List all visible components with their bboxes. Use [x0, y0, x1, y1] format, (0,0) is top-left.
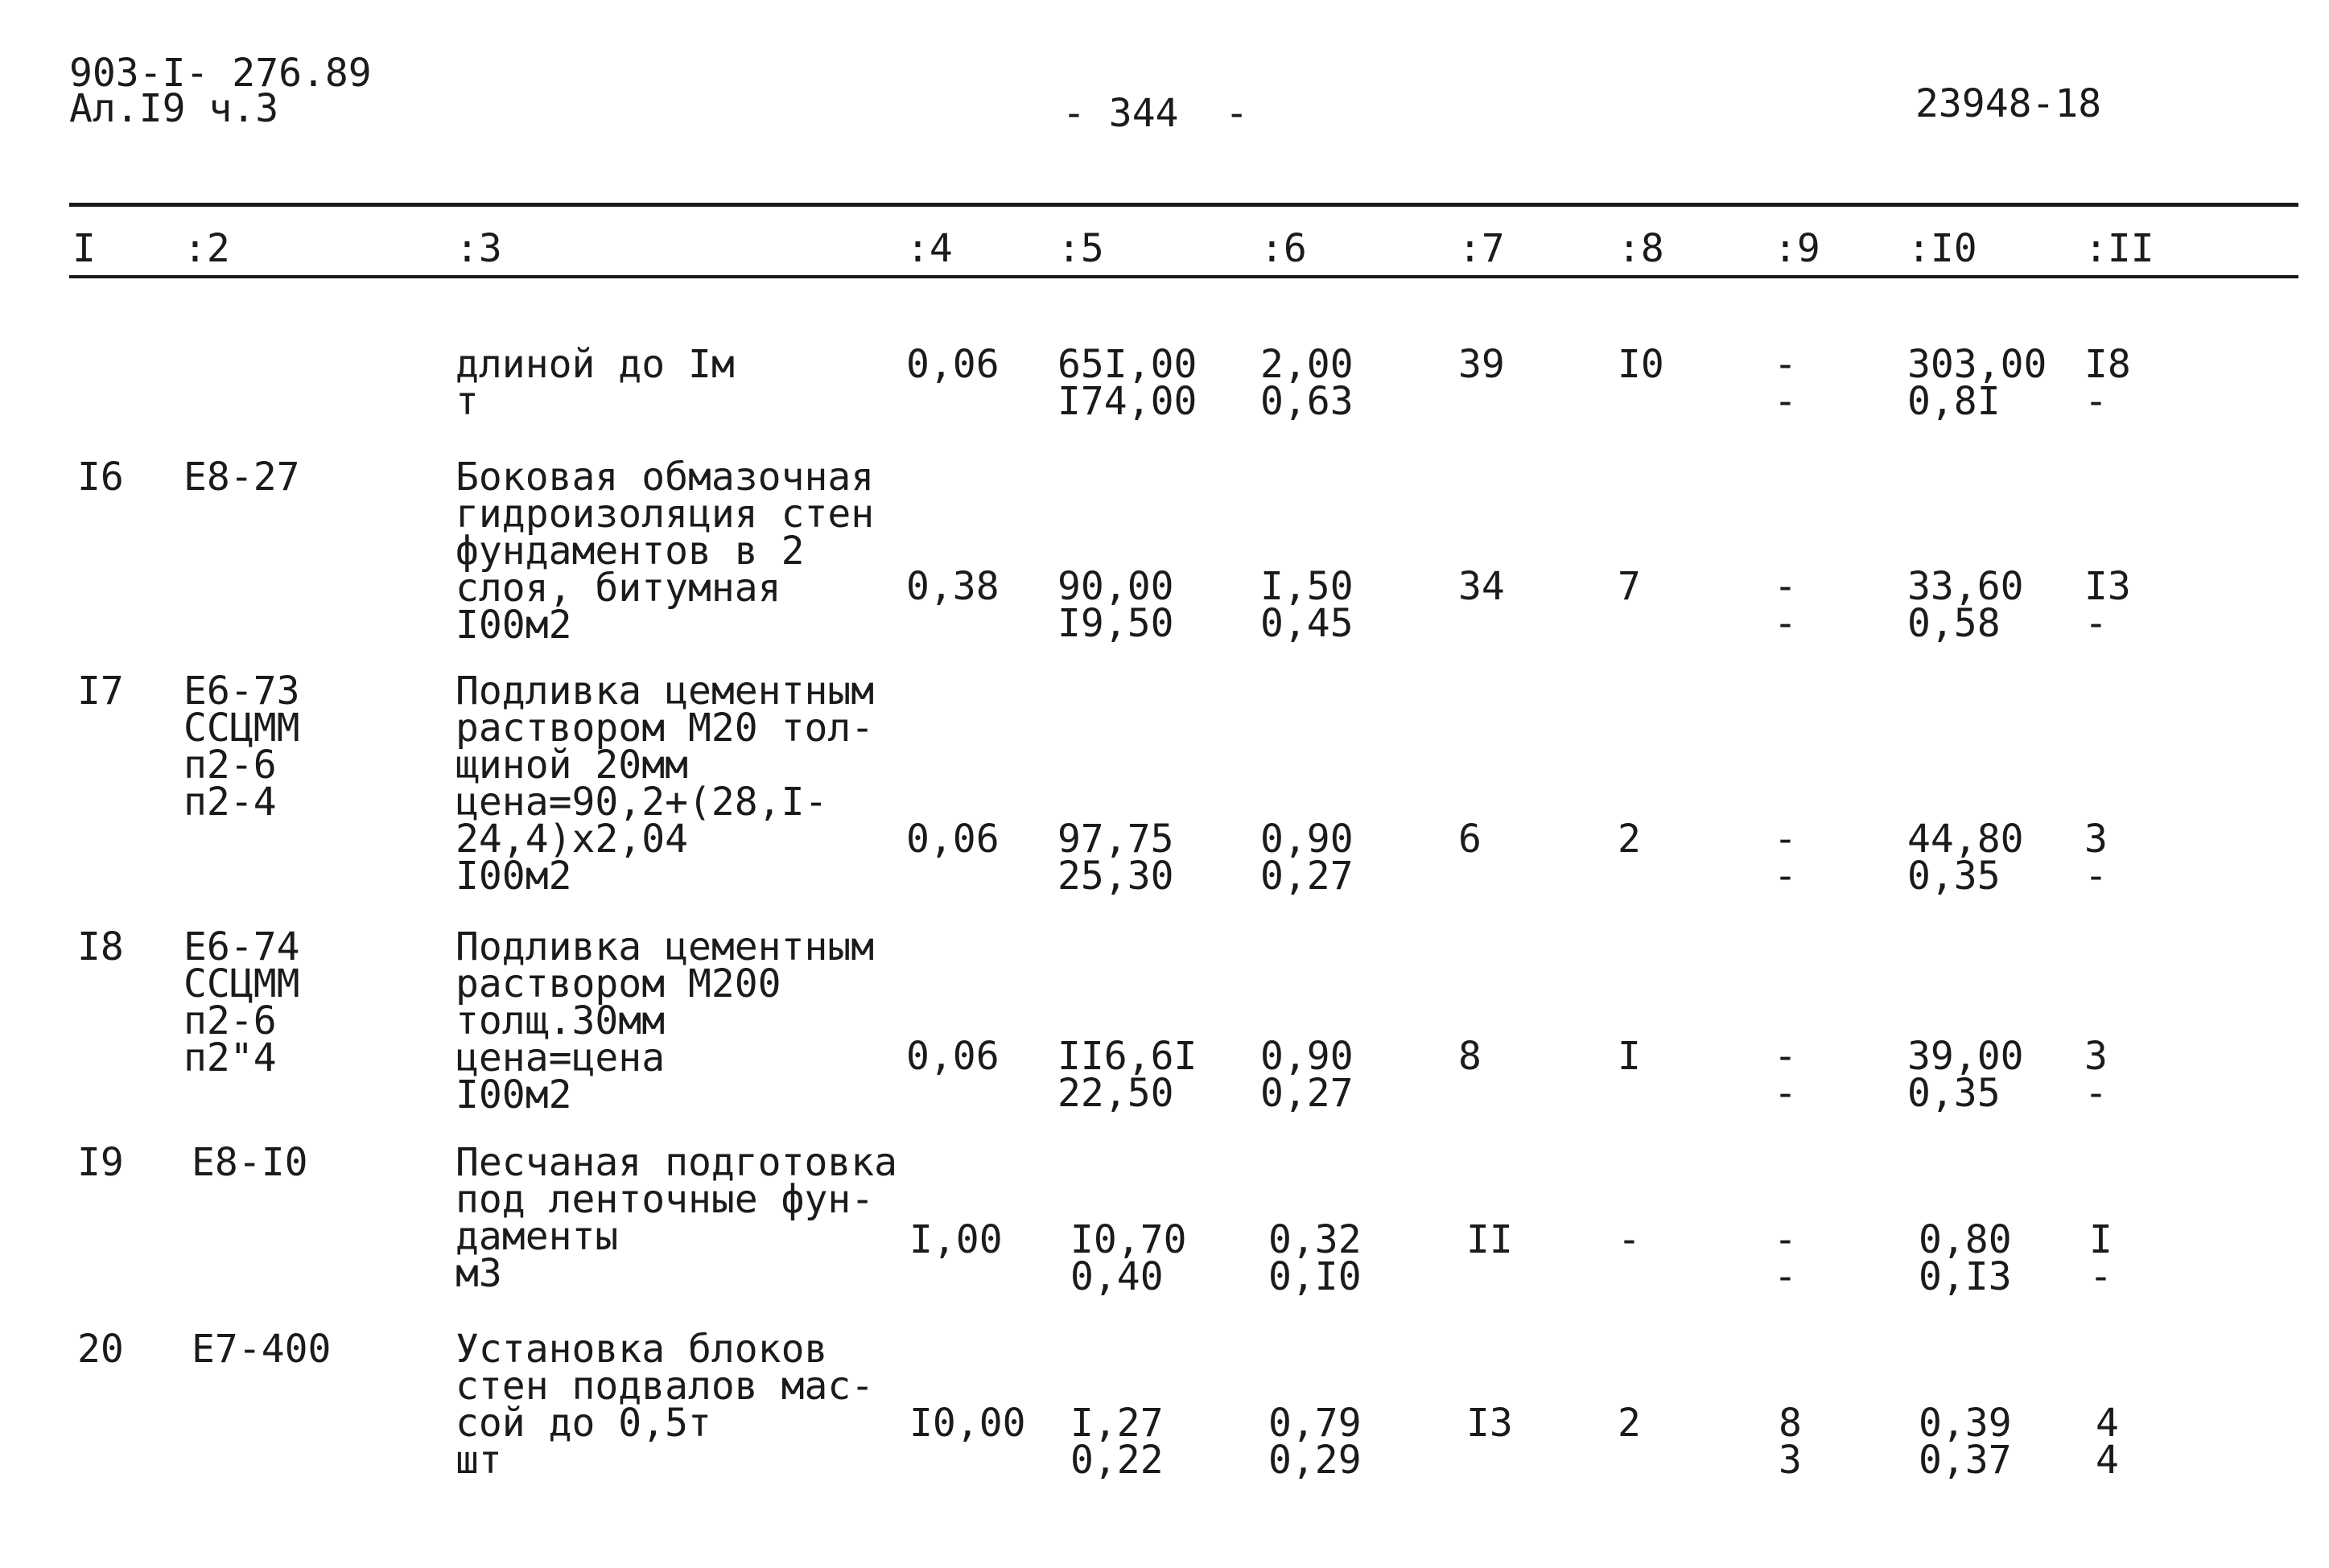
cell-c10: 0,80 0,I3: [1919, 1217, 2012, 1299]
cell-c8: 2: [1618, 1401, 1641, 1446]
cell-c5: 65I,00 I74,00: [1057, 342, 1197, 424]
cell-c11: I8 -: [2084, 342, 2131, 424]
cell-c8: -: [1618, 1217, 1641, 1262]
cell-c6: 0,79 0,29: [1268, 1401, 1362, 1483]
work-name: Песчаная подготовка под ленточные фун- даменты м3: [455, 1140, 898, 1296]
col-header-10: :I0: [1907, 226, 1977, 271]
cell-c9: - -: [1774, 342, 1797, 424]
cell-c6: I,50 0,45: [1260, 564, 1354, 646]
cell-c6: 0,32 0,I0: [1268, 1217, 1362, 1299]
cell-c7: 8: [1458, 1034, 1482, 1079]
col-header-2: :2: [183, 226, 230, 271]
col-header-6: :6: [1260, 226, 1307, 271]
norm-code: Е8-27: [183, 455, 300, 500]
cell-c4: I,00: [909, 1217, 1003, 1262]
row-number: I8: [77, 924, 124, 969]
work-name: Установка блоков стен подвалов мас- сой до 0,5т шт: [455, 1327, 875, 1483]
cell-c10: 303,00 0,8I: [1907, 342, 2047, 424]
cell-c7: II: [1466, 1217, 1513, 1262]
cell-c5: 97,75 25,30: [1057, 817, 1174, 899]
cell-c11: I3 -: [2084, 564, 2131, 646]
norm-code: Е7-400: [192, 1327, 332, 1372]
cell-c4: I0,00: [909, 1401, 1026, 1446]
col-header-7: :7: [1458, 226, 1505, 271]
col-header-3: :3: [455, 226, 502, 271]
cell-c9: - -: [1774, 1034, 1797, 1116]
cell-c8: 2: [1618, 817, 1641, 862]
col-header-8: :8: [1618, 226, 1664, 271]
page-number: - 344 -: [1062, 91, 1249, 136]
cell-c8: I: [1618, 1034, 1641, 1079]
cell-c10: 33,60 0,58: [1907, 564, 2024, 646]
cell-c4: 0,06: [906, 817, 1000, 862]
cell-c9: - -: [1774, 817, 1797, 899]
header-rule: [69, 275, 2298, 278]
cell-c11: 3 -: [2084, 817, 2108, 899]
cell-c8: 7: [1618, 564, 1641, 609]
row-number: 20: [77, 1327, 124, 1372]
cell-c11: 4 4: [2096, 1401, 2119, 1483]
row-number: I9: [77, 1140, 124, 1185]
cell-c10: 44,80 0,35: [1907, 817, 2024, 899]
cell-c5: I,27 0,22: [1070, 1401, 1164, 1483]
cell-c5: I0,70 0,40: [1070, 1217, 1187, 1299]
document-code: 903-I- 276.89: [69, 51, 372, 96]
norm-code: Е6-74 ССЦММ п2-6 п2"4: [183, 924, 300, 1080]
cell-c6: 0,90 0,27: [1260, 817, 1354, 899]
col-header-9: :9: [1774, 226, 1820, 271]
cell-c10: 0,39 0,37: [1919, 1401, 2012, 1483]
work-name: Боковая обмазочная гидроизоляция стен фундаментов в 2 слоя, битумная I00м2: [455, 455, 875, 648]
cell-c6: 2,00 0,63: [1260, 342, 1354, 424]
cell-c6: 0,90 0,27: [1260, 1034, 1354, 1116]
col-header-5: :5: [1057, 226, 1104, 271]
cell-c7: 39: [1458, 342, 1505, 387]
cell-c7: I3: [1466, 1401, 1513, 1446]
work-name: длиной до Iм т: [455, 342, 735, 424]
cell-c9: - -: [1774, 1217, 1797, 1299]
cell-c7: 34: [1458, 564, 1505, 609]
album-reference: Ал.I9 ч.3: [69, 86, 279, 131]
cell-c4: 0,06: [906, 1034, 1000, 1079]
cell-c11: I -: [2089, 1217, 2113, 1299]
cell-c5: 90,00 I9,50: [1057, 564, 1174, 646]
norm-code: Е6-73 ССЦММ п2-6 п2-4: [183, 669, 300, 825]
row-number: I6: [77, 455, 124, 500]
top-rule: [69, 203, 2298, 207]
cell-c4: 0,06: [906, 342, 1000, 387]
cell-c4: 0,38: [906, 564, 1000, 609]
work-name: Подливка цементным раствором М20 тол- щиной 20мм цена=90,2+(28,I- 24,4)х2,04 I00м2: [455, 669, 875, 899]
col-header-11: :II: [2084, 226, 2154, 271]
cell-c11: 3 -: [2084, 1034, 2108, 1116]
row-number: I7: [77, 669, 124, 714]
col-header-1: I: [72, 226, 96, 271]
cell-c9: - -: [1774, 564, 1797, 646]
cell-c10: 39,00 0,35: [1907, 1034, 2024, 1116]
cell-c7: 6: [1458, 817, 1482, 862]
cell-c8: I0: [1618, 342, 1664, 387]
work-name: Подливка цементным раствором М200 толщ.30мм цена=цена I00м2: [455, 924, 875, 1117]
norm-code: Е8-I0: [192, 1140, 308, 1185]
sheet-code: 23948-18: [1915, 81, 2102, 126]
cell-c9: 8 3: [1779, 1401, 1802, 1483]
cell-c5: II6,6I 22,50: [1057, 1034, 1197, 1116]
col-header-4: :4: [906, 226, 953, 271]
